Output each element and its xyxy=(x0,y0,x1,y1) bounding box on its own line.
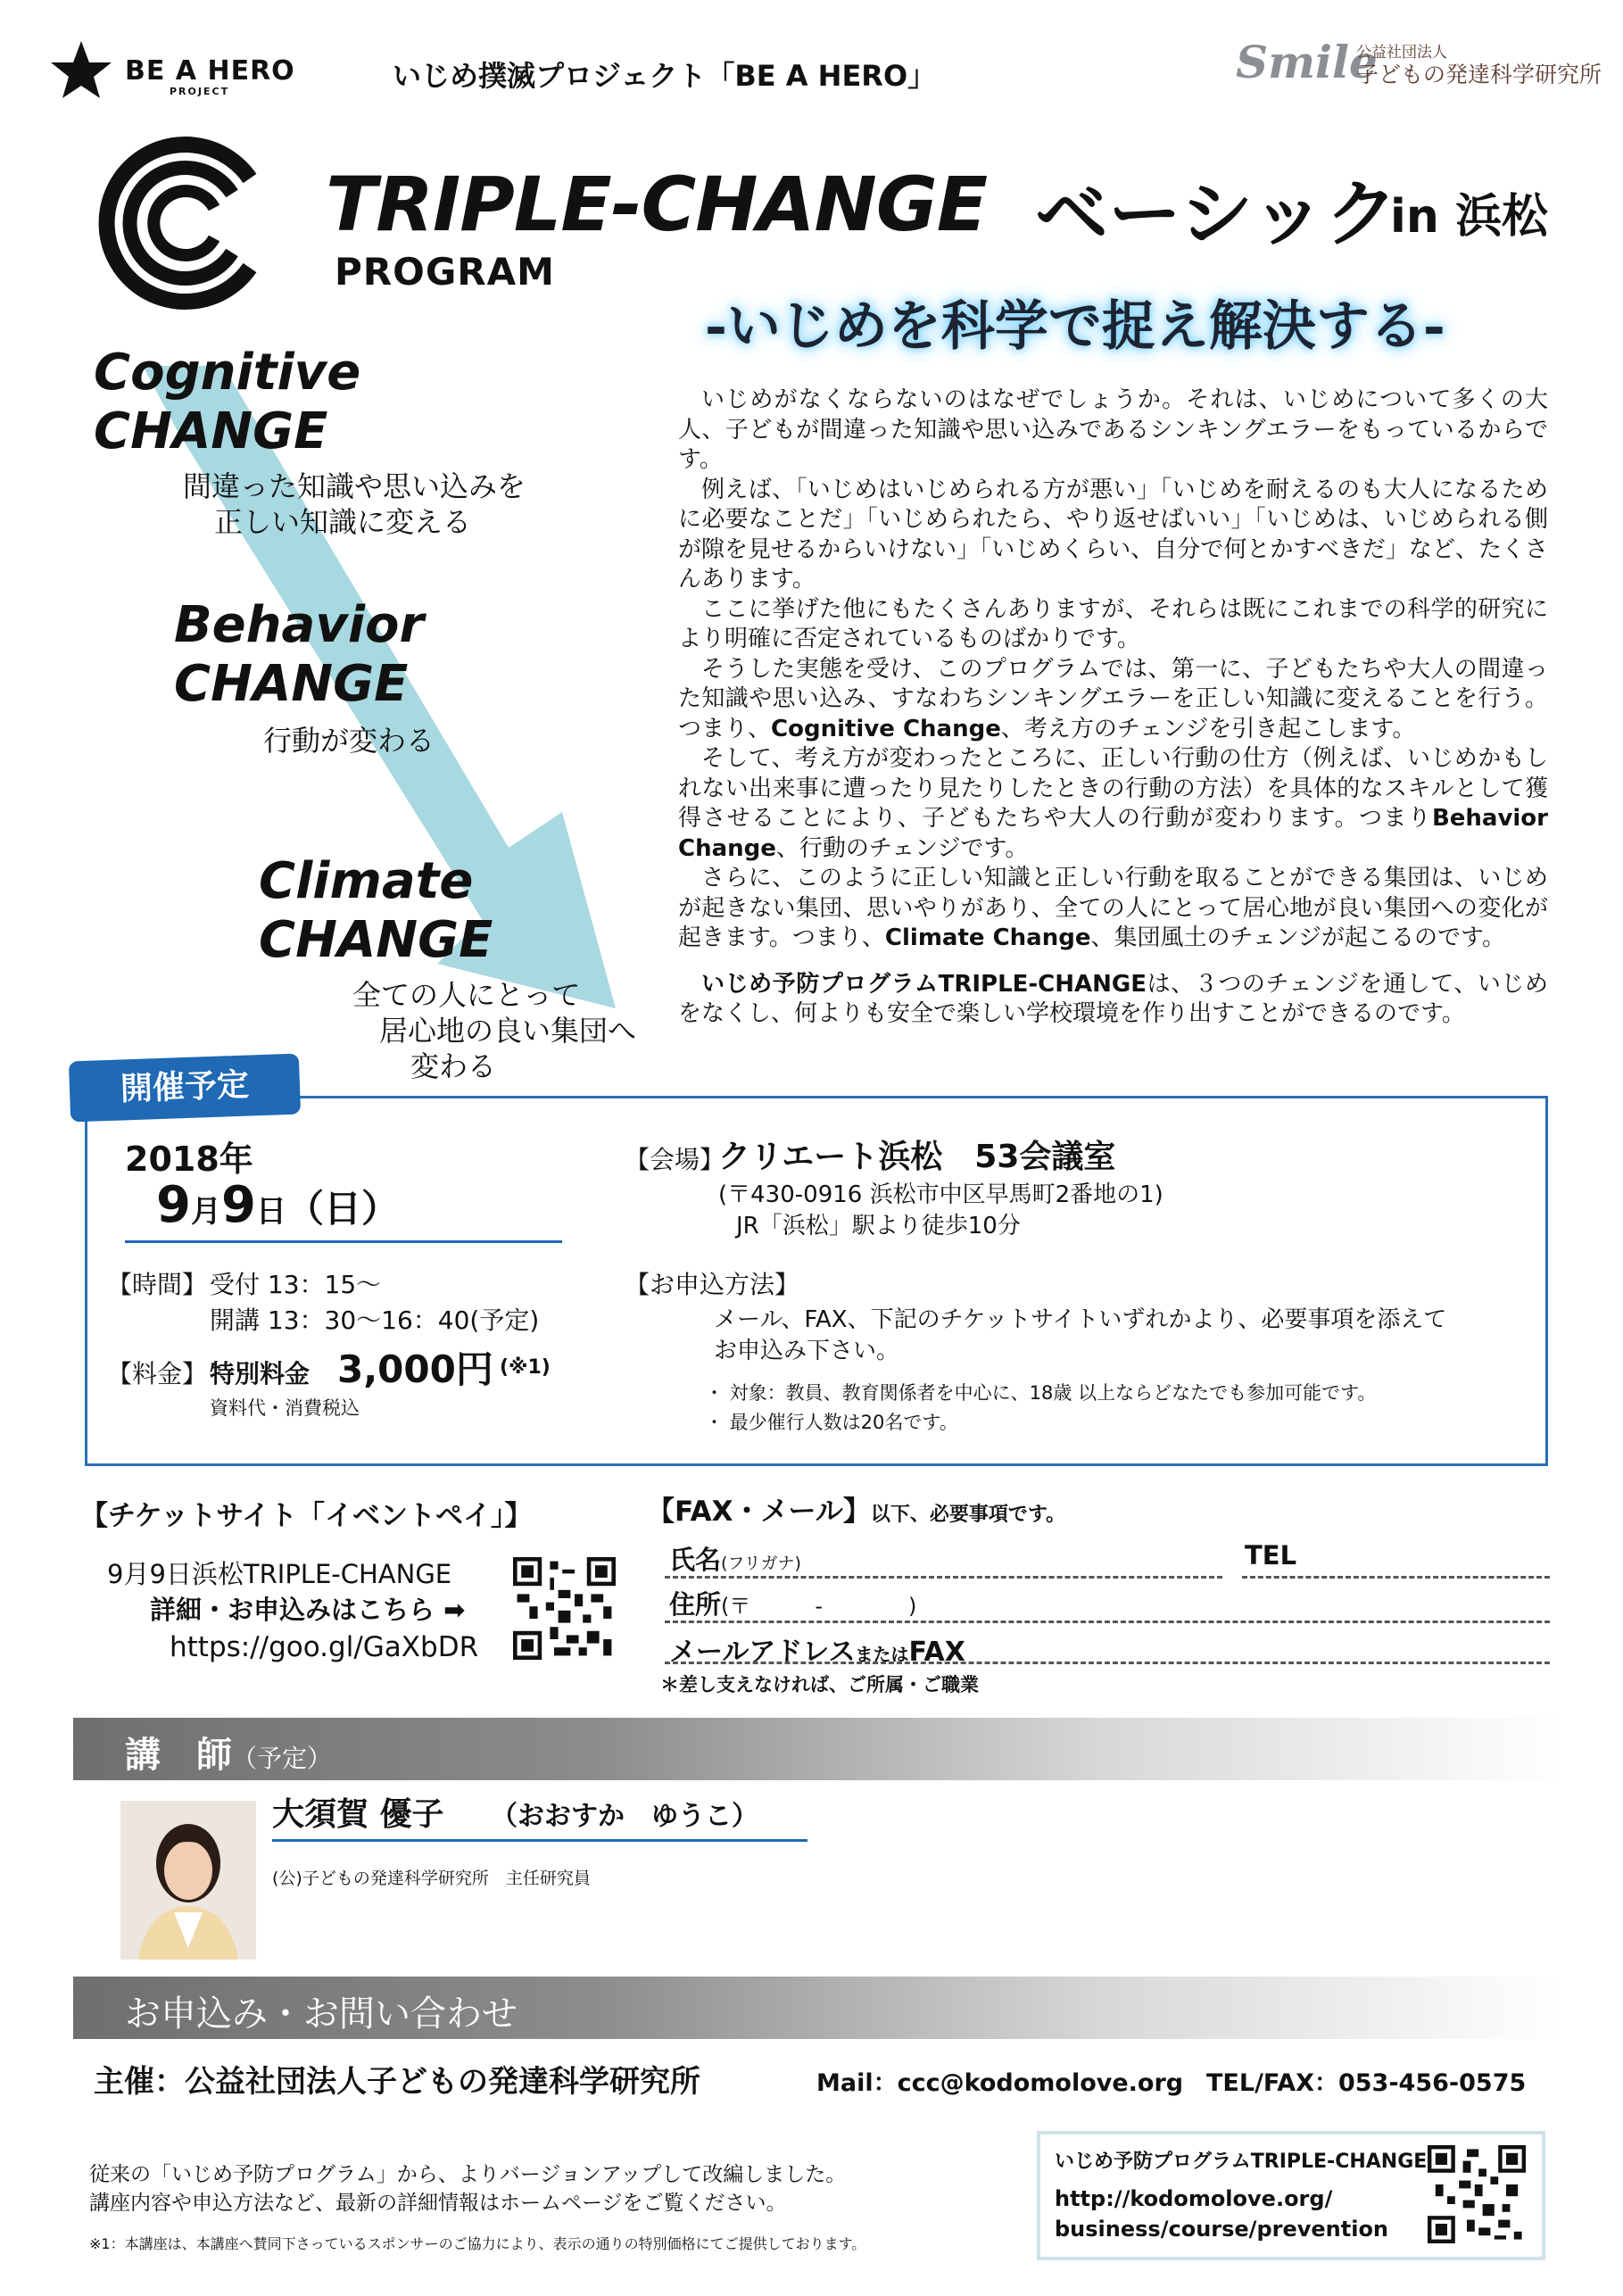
be-a-hero-project-text: PROJECT xyxy=(170,86,230,97)
paragraph: さらに、このように正しい知識と正しい行動を取ることができる集団は、いじめが起きない集団、思いやりがあり、全ての人にとって居心地が良い集団への変化が起きます。つまり、Climate Change、集団風土のチェンジが起こるのです。 xyxy=(678,865,1548,951)
reception-time: 受付 13：15～ xyxy=(210,1270,382,1299)
eligibility-note: ・ 対象：教員、教育関係者を中心に、18歳 以上ならどなたでも参加可能です。 xyxy=(705,1382,1377,1404)
climate-label-2: CHANGE xyxy=(259,911,493,969)
smile-logo: Smile xyxy=(1236,36,1378,88)
program-title-basic: ベーシック xyxy=(1035,172,1398,257)
email-field[interactable] xyxy=(665,1662,1550,1664)
instructor-name: 大須賀 優子 xyxy=(272,1796,444,1833)
climate-desc-3: 変わる xyxy=(410,1049,497,1083)
venue-name: クリエート浜松 53会議室 xyxy=(718,1139,1116,1175)
affiliation-note: ＊差し支えなければ、ご所属・ご職業 xyxy=(660,1674,979,1695)
tel-field[interactable] xyxy=(1242,1576,1550,1579)
climate-desc-1: 全ての人にとって xyxy=(352,978,581,1012)
name-field-label: 氏名(フリガナ) xyxy=(669,1545,801,1575)
fee-note: (※1) xyxy=(500,1356,551,1379)
paragraph-summary: いじめ予防プログラムTRIPLE-CHANGEは、３つのチェンジを通して、いじめをなくし、何よりも安全で楽しい学校環境を作り出すことができるのです。 xyxy=(678,970,1548,1027)
climate-label-1: Climate xyxy=(259,852,474,910)
paragraph: ここに挙げた他にもたくさんありますが、それらは既にこれまでの科学的研究により明確に否定されているものばかりです。 xyxy=(678,595,1548,652)
event-date: 9月9日（日） xyxy=(156,1176,399,1234)
sponsor-footnote: ※1：本講座は、本講座へ賛同下さっているスポンサーのご協力により、表示の通りの特別価格にてご提供しております。 xyxy=(89,2235,866,2252)
paragraph: そうした実態を受け、このプログラムでは、第一に、子どもたちや大人の間違った知識や思い込み、すなわちシンキングエラーを正しい知識に変えることを行う。つまり、Cognitive Change、考え方のチェンジを引き起こします。 xyxy=(678,655,1548,742)
venue-label: 【会場】 xyxy=(625,1145,725,1174)
homepage-url-1[interactable]: http://kodomolove.org/ xyxy=(1055,2186,1333,2211)
time-label: 【時間】 xyxy=(107,1270,208,1299)
email-field-label: メールアドレスまたはFAX xyxy=(669,1637,965,1668)
schedule-tab: 開催予定 xyxy=(69,1054,301,1123)
program-title: TRIPLE-CHANGE xyxy=(326,161,988,248)
behavior-desc: 行動が変わる xyxy=(263,724,435,758)
org-type: 公益社団法人 xyxy=(1356,44,1447,62)
instructor-affiliation: (公)子どもの発達科学研究所 主任研究員 xyxy=(272,1869,591,1888)
footer-note-2: 講座内容や申込方法など、最新の詳細情報はホームページをご覧ください。 xyxy=(89,2192,787,2215)
climate-desc-2: 居心地の良い集団へ xyxy=(379,1014,637,1048)
cognitive-label-2: CHANGE xyxy=(94,402,328,460)
date-underline xyxy=(125,1240,562,1243)
cognitive-desc-1: 間違った知識や思い込みを xyxy=(183,469,526,503)
program-word: PROGRAM xyxy=(335,250,555,294)
subtitle: -いじめを科学で捉え解決する- xyxy=(705,295,1445,358)
event-year: 2018年 xyxy=(125,1140,253,1179)
apply-text-2: お申込み下さい。 xyxy=(714,1338,900,1364)
venue-address: (〒430-0916 浜松市中区早馬町2番地の1) xyxy=(718,1181,1163,1208)
climate-change-emphasis: Climate Change xyxy=(884,924,1091,951)
fax-heading: 【FAX・メール】以下、必要事項です。 xyxy=(647,1496,1066,1528)
cognitive-change-emphasis: Cognitive Change xyxy=(771,715,1001,742)
instructor-kana: （おおすか ゆうこ） xyxy=(491,1801,758,1832)
instructor-name-underline xyxy=(272,1839,807,1842)
apply-text-1: メール、FAX、下記のチケットサイトいずれかより、必要事項を添えて xyxy=(714,1306,1447,1333)
minimum-participants-note: ・ 最少催行人数は20名です。 xyxy=(705,1412,958,1433)
ticket-event-line: 9月9日浜松TRIPLE-CHANGE xyxy=(107,1559,452,1589)
address-field-label: 住所(〒 - ) xyxy=(669,1589,917,1620)
program-location: in 浜松 xyxy=(1390,190,1548,244)
start-time: 開講 13：30～16：40(予定) xyxy=(210,1305,540,1335)
be-a-hero-logo-text: BE A HERO xyxy=(125,55,295,87)
contact-section-title: お申込み・お問い合わせ xyxy=(125,1993,518,2035)
ticket-site-heading: 【チケットサイト「イベントペイ」】 xyxy=(80,1500,533,1532)
homepage-url-2[interactable]: business/course/prevention xyxy=(1055,2217,1389,2242)
instructor-photo xyxy=(120,1801,256,1960)
venue-access: JR「浜松」駅より徒歩10分 xyxy=(736,1213,1021,1239)
ticket-url[interactable]: https://goo.gl/GaXbDR xyxy=(170,1631,479,1663)
program-description xyxy=(678,385,1548,1030)
org-name: 子どもの発達科学研究所 xyxy=(1356,62,1602,87)
paragraph: そして、考え方が変わったところに、正しい行動の仕方（例えば、いじめかもしれない出来事に遭ったり見たりしたときの行動の方法）を具体的なスキルとして獲得させることにより、子どもたちや大人の行動が変わります。つまりBehavior Change、行動のチェンジです。 xyxy=(678,745,1548,862)
name-field[interactable] xyxy=(665,1576,1222,1579)
star-icon xyxy=(49,37,113,102)
fee-name: 特別料金 xyxy=(210,1359,311,1388)
behavior-label-2: CHANGE xyxy=(174,655,409,713)
ticket-qr-code-icon[interactable] xyxy=(513,1557,616,1660)
fee-label: 【料金】 xyxy=(107,1359,208,1388)
behavior-label-1: Behavior xyxy=(174,596,425,654)
instructor-section-title: 講 師（予定） xyxy=(125,1735,333,1776)
cognitive-label-1: Cognitive xyxy=(94,344,361,402)
footer-note-1: 従来の「いじめ予防プログラム」から、よりバージョンアップして改編しました。 xyxy=(89,2163,847,2186)
triple-change-logo-icon xyxy=(98,129,286,317)
homepage-qr-code-icon[interactable] xyxy=(1428,2145,1526,2243)
contact-email[interactable]: Mail：ccc@kodomolove.org xyxy=(816,2069,1184,2097)
paragraph: 例えば、「いじめはいじめられる方が悪い」「いじめを耐えるのも大人になるために必要なことだ」「いじめられたら、やり返せばいい」「いじめは、いじめられる側が隙を見せるからいけない」「いじめくらい、自分で何とかすべきだ」など、たくさんあります。 xyxy=(678,476,1548,593)
cognitive-desc-2: 正しい知識に変える xyxy=(214,505,472,539)
fee-value: 3,000円 xyxy=(337,1347,493,1391)
project-title: いじめ撲滅プロジェクト「BE A HERO」 xyxy=(393,59,937,93)
behavior-change-emphasis: Behavior Change xyxy=(678,805,1548,862)
fee-detail: 資料代・消費税込 xyxy=(210,1397,360,1419)
ticket-details-link[interactable]: 詳細・お申込みはこちら ➡ xyxy=(150,1595,466,1625)
paragraph: いじめがなくならないのはなぜでしょうか。それは、いじめについて多くの大人、子どもが間違った知識や思い込みであるシンキングエラーをもっているからです。 xyxy=(678,386,1548,473)
tel-field-label: TEL xyxy=(1245,1540,1297,1571)
apply-label: 【お申込方法】 xyxy=(625,1270,800,1299)
contact-phone: TEL/FAX：053-456-0575 xyxy=(1206,2069,1527,2097)
homepage-box-title: いじめ予防プログラムTRIPLE-CHANGE xyxy=(1055,2151,1428,2173)
address-field[interactable] xyxy=(665,1620,1550,1623)
host-organization: 主催：公益社団法人子どもの発達科学研究所 xyxy=(94,2064,700,2100)
